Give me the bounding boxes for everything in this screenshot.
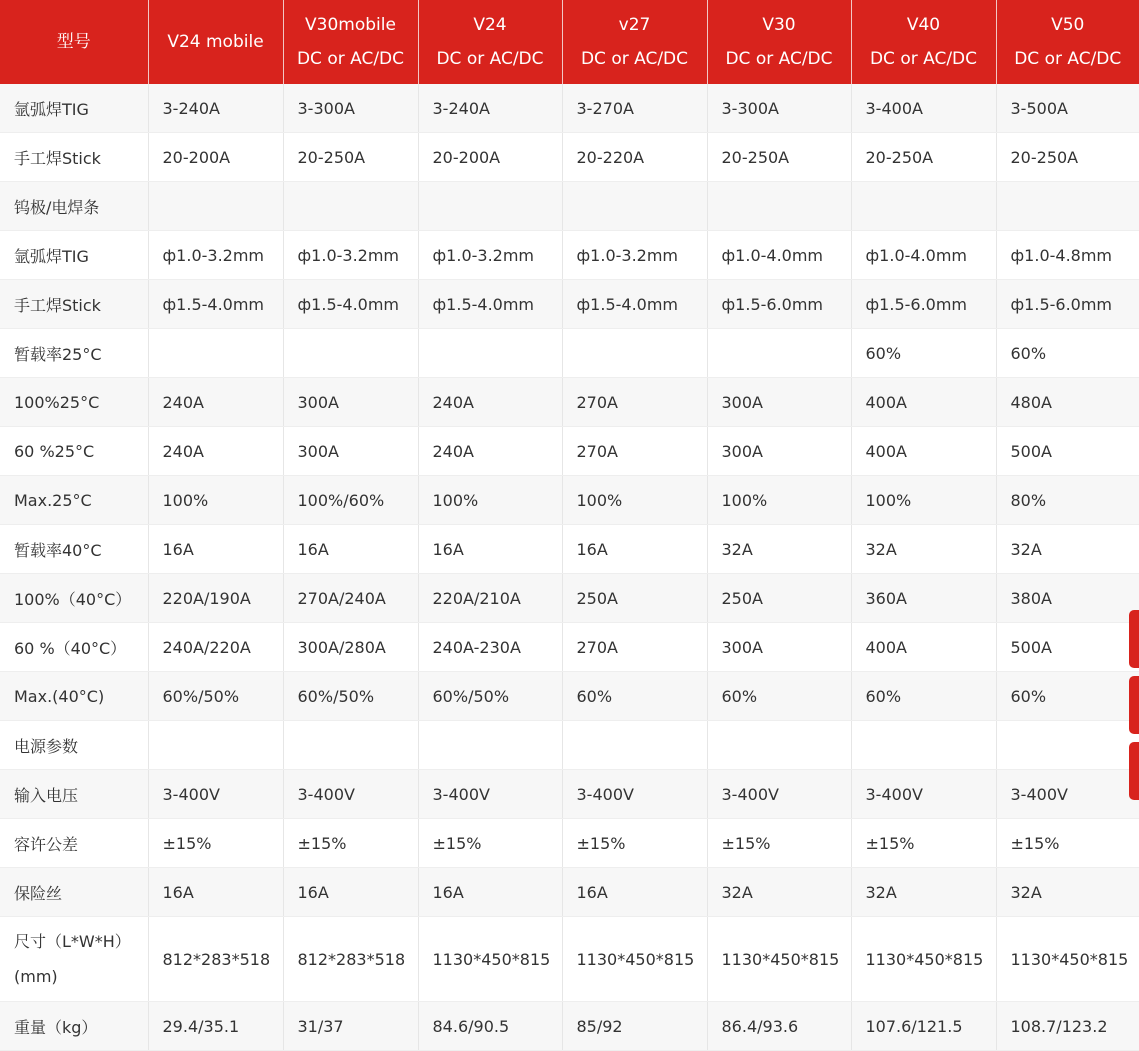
table-row <box>0 623 1139 672</box>
row-label: 100%（40°C） <box>0 574 148 623</box>
side-tabs <box>1129 610 1139 808</box>
row-label: Max.(40°C) <box>0 672 148 721</box>
table-cell: 31/37 <box>283 1002 418 1051</box>
row-label: 氩弧焊TIG <box>0 84 148 133</box>
table-cell: 3-400V <box>562 770 707 819</box>
table-cell: 60% <box>996 329 1139 378</box>
table-cell: 240A <box>418 378 562 427</box>
table-cell: 16A <box>283 868 418 917</box>
table-cell: 60%/50% <box>148 672 283 721</box>
table-cell: 20-200A <box>148 133 283 182</box>
table-cell: 100%/60% <box>283 476 418 525</box>
table-cell: 100% <box>418 476 562 525</box>
table-header <box>0 0 1139 84</box>
table-cell: ф1.0-4.8mm <box>996 231 1139 280</box>
table-row <box>0 378 1139 427</box>
table-cell: ±15% <box>283 819 418 868</box>
table-cell <box>707 329 851 378</box>
table-row <box>0 917 1139 1002</box>
table-cell: 60% <box>851 329 996 378</box>
table-cell: 100% <box>562 476 707 525</box>
side-tab[interactable] <box>1129 742 1139 800</box>
table-cell: 220A/210A <box>418 574 562 623</box>
table-row <box>0 133 1139 182</box>
model-sub: DC or AC/DC <box>419 42 562 76</box>
table-cell: 500A <box>996 623 1139 672</box>
table-cell: 500A <box>996 427 1139 476</box>
table-cell <box>562 182 707 231</box>
table-row <box>0 525 1139 574</box>
model-name: V50 <box>997 8 1139 42</box>
model-header <box>148 0 283 84</box>
side-tab[interactable] <box>1129 676 1139 734</box>
row-label: 60 %（40°C） <box>0 623 148 672</box>
table-cell <box>148 182 283 231</box>
table-cell: 16A <box>562 868 707 917</box>
table-cell <box>562 329 707 378</box>
table-cell <box>283 329 418 378</box>
table-cell: ±15% <box>562 819 707 868</box>
table-cell: 20-220A <box>562 133 707 182</box>
table-cell: 20-250A <box>851 133 996 182</box>
table-cell: 20-250A <box>283 133 418 182</box>
row-label: 手工焊Stick <box>0 133 148 182</box>
model-header <box>851 0 996 84</box>
table-cell: 270A <box>562 427 707 476</box>
model-sub: DC or AC/DC <box>852 42 996 76</box>
table-cell: 480A <box>996 378 1139 427</box>
row-label: Max.25°C <box>0 476 148 525</box>
table-cell: ф1.5-6.0mm <box>707 280 851 329</box>
table-cell: 3-500A <box>996 84 1139 133</box>
table-cell: 16A <box>562 525 707 574</box>
table-cell <box>707 721 851 770</box>
table-cell: 3-400V <box>996 770 1139 819</box>
header-label: 型号 <box>0 0 148 84</box>
table-cell: 812*283*518 <box>148 917 283 1002</box>
table-cell: 60% <box>707 672 851 721</box>
table-cell: 300A <box>707 378 851 427</box>
table-cell: 100% <box>148 476 283 525</box>
table-cell: 380A <box>996 574 1139 623</box>
table-cell <box>562 721 707 770</box>
table-cell: 60%/50% <box>283 672 418 721</box>
model-sub: DC or AC/DC <box>708 42 851 76</box>
table-row <box>0 84 1139 133</box>
table-row <box>0 476 1139 525</box>
table-cell: 300A/280A <box>283 623 418 672</box>
table-body <box>0 84 1139 1051</box>
model-name: v27 <box>563 8 707 42</box>
table-cell: 3-240A <box>148 84 283 133</box>
table-cell: 1130*450*815 <box>996 917 1139 1002</box>
table-cell: 240A <box>148 427 283 476</box>
table-row <box>0 868 1139 917</box>
table-cell: 3-400V <box>283 770 418 819</box>
model-header <box>562 0 707 84</box>
side-tab[interactable] <box>1129 610 1139 668</box>
table-cell: ф1.0-4.0mm <box>851 231 996 280</box>
table-row <box>0 231 1139 280</box>
table-cell: 3-270A <box>562 84 707 133</box>
model-name: V24 mobile <box>167 32 263 52</box>
model-name: V30 <box>708 8 851 42</box>
table-cell: 16A <box>283 525 418 574</box>
table-cell: 240A <box>418 427 562 476</box>
table-cell: 32A <box>996 525 1139 574</box>
table-cell: 60% <box>562 672 707 721</box>
table-cell: ф1.5-4.0mm <box>562 280 707 329</box>
table-cell: ф1.0-3.2mm <box>148 231 283 280</box>
table-cell: 20-250A <box>707 133 851 182</box>
table-cell: 360A <box>851 574 996 623</box>
table-cell: 80% <box>996 476 1139 525</box>
table-row <box>0 427 1139 476</box>
table-cell: 32A <box>707 868 851 917</box>
table-cell: 100% <box>851 476 996 525</box>
row-label: 电源参数 <box>0 721 148 770</box>
table-cell <box>148 721 283 770</box>
row-label: 手工焊Stick <box>0 280 148 329</box>
model-header <box>418 0 562 84</box>
table-cell: 220A/190A <box>148 574 283 623</box>
table-cell: 250A <box>707 574 851 623</box>
table-row <box>0 329 1139 378</box>
model-name: V30mobile <box>284 8 418 42</box>
model-name: V40 <box>852 8 996 42</box>
row-label: 保险丝 <box>0 868 148 917</box>
table-cell: ф1.0-3.2mm <box>562 231 707 280</box>
table-cell: ф1.5-4.0mm <box>283 280 418 329</box>
table-cell: 240A-230A <box>418 623 562 672</box>
row-label: 输入电压 <box>0 770 148 819</box>
table-cell <box>418 329 562 378</box>
table-cell: 1130*450*815 <box>562 917 707 1002</box>
table-cell: 29.4/35.1 <box>148 1002 283 1051</box>
table-cell: 400A <box>851 378 996 427</box>
table-cell: 250A <box>562 574 707 623</box>
table-cell <box>851 182 996 231</box>
table-cell <box>283 182 418 231</box>
table-cell: 60%/50% <box>418 672 562 721</box>
table-cell: 84.6/90.5 <box>418 1002 562 1051</box>
table-cell: 20-200A <box>418 133 562 182</box>
table-cell: 240A/220A <box>148 623 283 672</box>
table-cell: ф1.5-6.0mm <box>996 280 1139 329</box>
table-cell: 3-400V <box>707 770 851 819</box>
table-cell: 300A <box>283 378 418 427</box>
table-cell: 400A <box>851 427 996 476</box>
model-header <box>283 0 418 84</box>
table-cell <box>418 182 562 231</box>
table-row <box>0 1002 1139 1051</box>
table-cell: ±15% <box>418 819 562 868</box>
model-sub: DC or AC/DC <box>563 42 707 76</box>
table-cell: ф1.0-4.0mm <box>707 231 851 280</box>
table-cell: ±15% <box>996 819 1139 868</box>
table-cell: 240A <box>148 378 283 427</box>
table-cell <box>851 721 996 770</box>
table-cell: ф1.0-3.2mm <box>283 231 418 280</box>
table-cell: 270A/240A <box>283 574 418 623</box>
table-cell: 3-400V <box>418 770 562 819</box>
table-cell: 3-400V <box>851 770 996 819</box>
table-cell: 32A <box>996 868 1139 917</box>
table-cell: 270A <box>562 378 707 427</box>
table-cell: ф1.0-3.2mm <box>418 231 562 280</box>
row-label: 暂载率25°C <box>0 329 148 378</box>
table-cell: 60% <box>996 672 1139 721</box>
table-cell: 300A <box>707 427 851 476</box>
table-cell: 20-250A <box>996 133 1139 182</box>
row-label: 容许公差 <box>0 819 148 868</box>
model-name: V24 <box>419 8 562 42</box>
model-sub: DC or AC/DC <box>284 42 418 76</box>
table-cell: 108.7/123.2 <box>996 1002 1139 1051</box>
table-cell: 3-240A <box>418 84 562 133</box>
table-cell: 812*283*518 <box>283 917 418 1002</box>
model-sub: DC or AC/DC <box>997 42 1139 76</box>
table-cell: ф1.5-6.0mm <box>851 280 996 329</box>
table-cell: 1130*450*815 <box>707 917 851 1002</box>
table-cell: 16A <box>418 525 562 574</box>
table-cell: 270A <box>562 623 707 672</box>
row-label: 60 %25°C <box>0 427 148 476</box>
table-cell: 3-300A <box>707 84 851 133</box>
table-cell: 1130*450*815 <box>851 917 996 1002</box>
table-row <box>0 672 1139 721</box>
table-row <box>0 721 1139 770</box>
table-cell: ±15% <box>707 819 851 868</box>
table-cell: 16A <box>148 525 283 574</box>
table-row <box>0 280 1139 329</box>
table-cell: 107.6/121.5 <box>851 1002 996 1051</box>
table-cell: ф1.5-4.0mm <box>418 280 562 329</box>
header-row <box>0 0 1139 84</box>
table-cell <box>283 721 418 770</box>
table-cell: 16A <box>418 868 562 917</box>
table-cell <box>148 329 283 378</box>
table-row <box>0 819 1139 868</box>
row-label: 重量（kg） <box>0 1002 148 1051</box>
row-label: 100%25°C <box>0 378 148 427</box>
table-cell: ±15% <box>851 819 996 868</box>
table-cell: 3-400V <box>148 770 283 819</box>
table-cell: 400A <box>851 623 996 672</box>
table-cell: 85/92 <box>562 1002 707 1051</box>
table-row <box>0 574 1139 623</box>
table-cell <box>707 182 851 231</box>
table-cell: 300A <box>283 427 418 476</box>
table-cell: 60% <box>851 672 996 721</box>
table-cell <box>996 182 1139 231</box>
table-cell: ф1.5-4.0mm <box>148 280 283 329</box>
table-cell: 86.4/93.6 <box>707 1002 851 1051</box>
row-label: 氩弧焊TIG <box>0 231 148 280</box>
row-label: 钨极/电焊条 <box>0 182 148 231</box>
row-label: 暂载率40°C <box>0 525 148 574</box>
model-header <box>707 0 851 84</box>
table-cell: 3-400A <box>851 84 996 133</box>
model-header <box>996 0 1139 84</box>
table-row <box>0 182 1139 231</box>
table-cell: 3-300A <box>283 84 418 133</box>
table-row <box>0 770 1139 819</box>
table-cell <box>418 721 562 770</box>
table-cell: 16A <box>148 868 283 917</box>
table-cell: 32A <box>851 868 996 917</box>
table-cell: 32A <box>851 525 996 574</box>
table-cell: 32A <box>707 525 851 574</box>
table-cell: ±15% <box>148 819 283 868</box>
table-cell: 1130*450*815 <box>418 917 562 1002</box>
table-cell: 300A <box>707 623 851 672</box>
table-cell: 100% <box>707 476 851 525</box>
row-label: 尺寸（L*W*H）(mm) <box>0 917 148 1002</box>
table-cell <box>996 721 1139 770</box>
